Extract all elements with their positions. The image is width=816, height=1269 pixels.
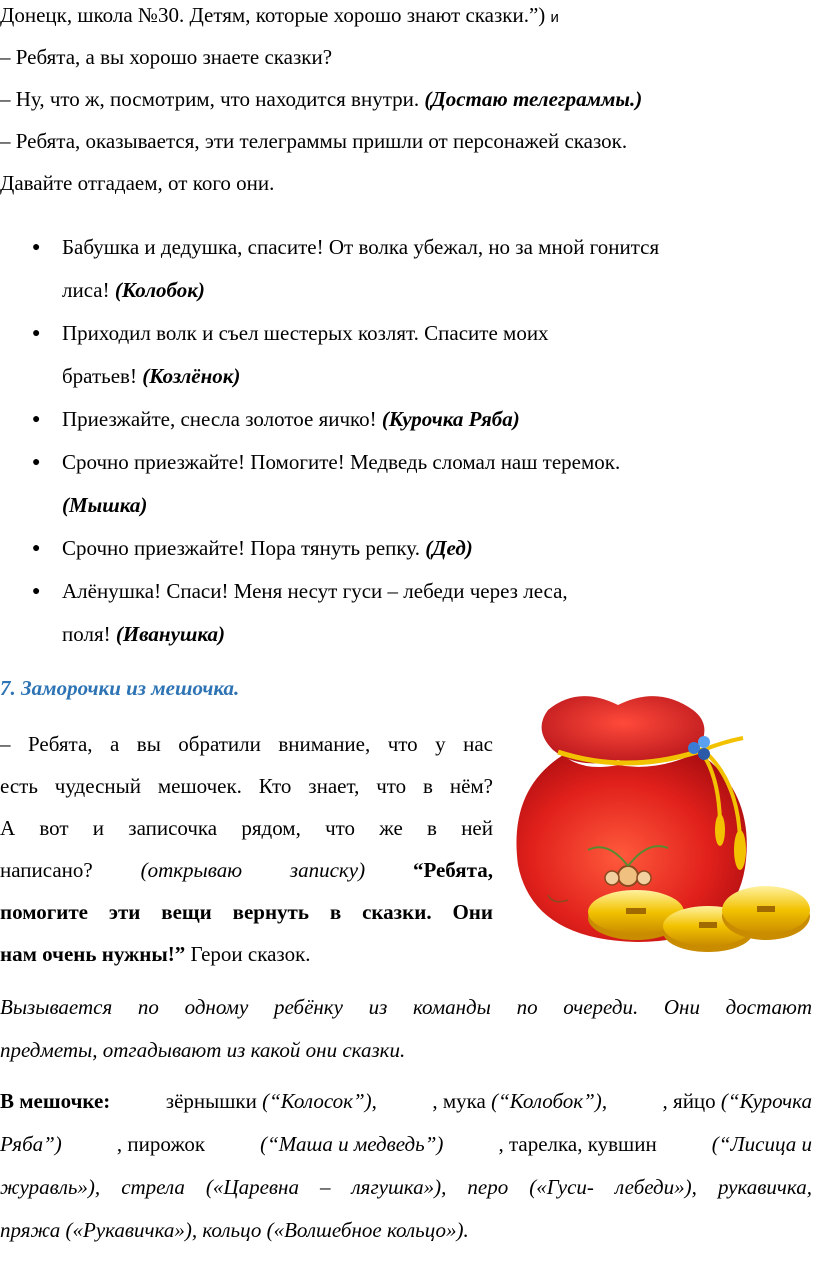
paragraph-bold: “Ребята,	[412, 858, 493, 882]
telegram-answer: (Курочка Ряба)	[381, 407, 520, 431]
instruction-line: предметы, отгадывают из какой они сказки.	[0, 1038, 406, 1062]
intro-line-3	[0, 86, 642, 112]
bullet-icon: ●	[32, 326, 41, 341]
red-pouch-with-coins-illustration	[508, 680, 813, 970]
bullet-icon: ●	[32, 541, 41, 556]
list-item	[0, 398, 780, 441]
intro-line-5: Давайте отгадаем, от кого они.	[0, 171, 275, 195]
intro-question: – Ну, что ж, посмотрим, что находится внутри.	[0, 87, 420, 111]
bullet-icon: ●	[32, 584, 41, 599]
items-group: зёрнышки (“Колосок”),	[165, 1089, 377, 1113]
intro-text: Донецк, школа №30. Детям, которые хорошо знают сказки.”)	[0, 3, 546, 27]
telegram-text: Приходил волк и съел шестерых козлят. Спасите моих	[62, 321, 549, 345]
instruction-paragraph	[0, 986, 812, 1072]
telegram-text: Приезжайте, снесла золотое яичко!	[62, 407, 377, 431]
list-item	[0, 527, 780, 570]
instruction-line: Вызывается по одному ребёнку из команды по очереди. Они достают	[0, 995, 812, 1019]
bullet-icon: ●	[32, 240, 41, 255]
items-paragraph	[0, 1080, 812, 1252]
section-paragraph-line: А вот и записочка рядом, что же в ней	[0, 816, 493, 840]
item-source: (“Лисица и	[711, 1132, 812, 1156]
telegram-answer: (Колобок)	[114, 278, 205, 302]
intro-line-4: – Ребята, оказывается, эти телеграммы пришли от персонажей сказок.	[0, 129, 628, 153]
item-text: , яйцо	[662, 1089, 716, 1113]
intro-line-1	[0, 2, 559, 31]
paragraph-text: Герои сказок.	[190, 942, 311, 966]
intro-tail: и	[550, 9, 559, 26]
paragraph-text: написано?	[0, 858, 93, 882]
bullet-icon: ●	[32, 455, 41, 470]
bag-label: В мешочке:	[0, 1089, 111, 1113]
telegram-answer: (Козлёнок)	[142, 364, 241, 388]
item-source: (“Колосок”)	[262, 1089, 372, 1113]
list-item	[0, 226, 780, 312]
telegram-text: лиса!	[62, 278, 110, 302]
items-line	[0, 1080, 812, 1123]
telegram-text: братьев!	[62, 364, 137, 388]
paragraph-bold: нам очень нужны!”	[0, 942, 186, 966]
item-source: (“Курочка	[720, 1089, 812, 1113]
item-source: (“Колобок”)	[491, 1089, 602, 1113]
section-paragraph-line: есть чудесный мешочек. Кто знает, что в нём?	[0, 774, 493, 798]
telegram-list	[0, 226, 780, 656]
items-group: , мука (“Колобок”),	[432, 1089, 608, 1113]
telegram-answer: (Иванушка)	[115, 622, 225, 646]
telegram-text: Срочно приезжайте! Помогите! Медведь сломал наш теремок.	[62, 450, 621, 474]
items-line	[0, 1123, 812, 1166]
section-paragraph-line: – Ребята, а вы обратили внимание, что у нас	[0, 732, 493, 756]
item-text: , тарелка, кувшин	[498, 1132, 657, 1156]
telegram-answer: (Мышка)	[62, 493, 148, 517]
telegram-answer: (Дед)	[425, 536, 473, 560]
section-paragraph-line: помогите эти вещи вернуть в сказки. Они	[0, 900, 493, 924]
list-item	[0, 441, 780, 527]
item-text: зёрнышки	[165, 1089, 257, 1113]
intro-action: (Достаю телеграммы.)	[424, 87, 643, 111]
items-line: журавль»), стрела («Царевна – лягушка»), перо («Гуси- лебеди»), рукавичка,	[0, 1175, 812, 1199]
section-paragraph-line	[0, 849, 493, 891]
item-text: , мука	[432, 1089, 486, 1113]
bullet-icon: ●	[32, 412, 41, 427]
telegram-text: Срочно приезжайте! Пора тянуть репку.	[62, 536, 420, 560]
section-heading: 7. Заморочки из мешочка.	[0, 676, 240, 700]
telegram-text: Алёнушка! Спаси! Меня несут гуси – лебеди через леса,	[62, 579, 568, 603]
item-source: (“Маша и медведь”)	[260, 1132, 444, 1156]
section-paragraph-line	[0, 933, 493, 975]
list-item	[0, 312, 780, 398]
paragraph-italic: записку)	[289, 858, 366, 882]
items-line: пряжа («Рукавичка»), кольцо («Волшебное кольцо»).	[0, 1218, 469, 1242]
items-group	[663, 1080, 812, 1123]
item-text: , пирожок	[116, 1132, 206, 1156]
list-item	[0, 570, 780, 656]
item-source: Ряба”)	[0, 1132, 62, 1156]
telegram-text: поля!	[62, 622, 111, 646]
paragraph-italic: (открываю	[140, 858, 243, 882]
intro-line-2: – Ребята, а вы хорошо знаете сказки?	[0, 45, 333, 69]
telegram-text: Бабушка и дедушка, спасите! От волка убежал, но за мной гонится	[62, 235, 660, 259]
